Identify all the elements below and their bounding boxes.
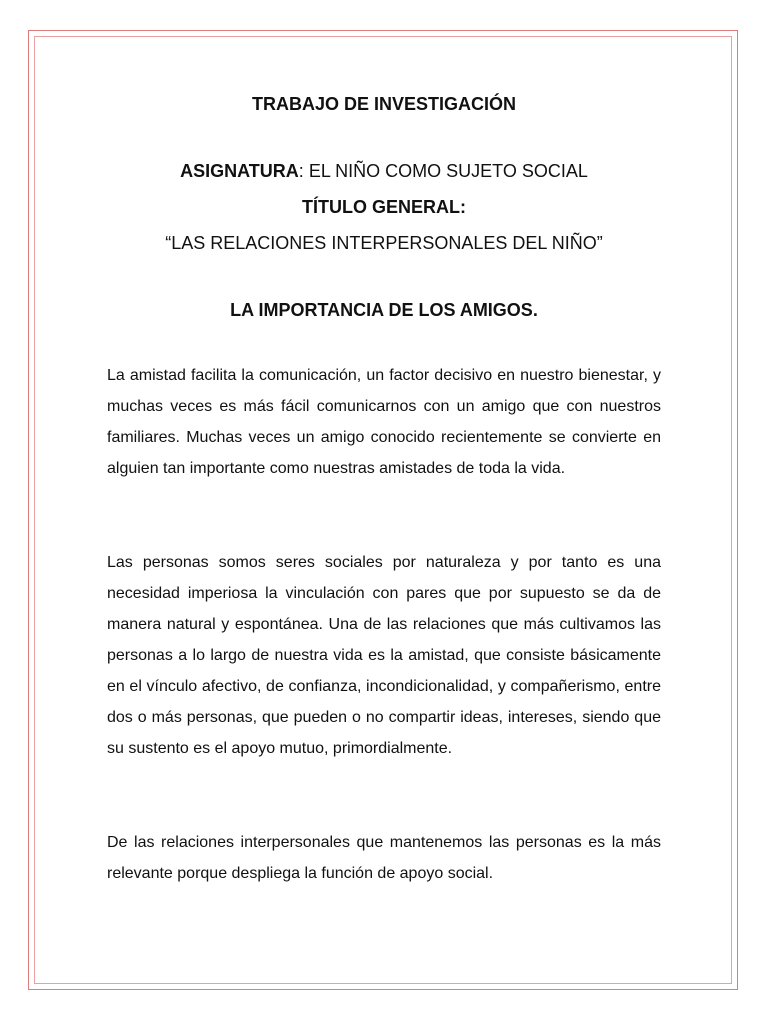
section-heading: LA IMPORTANCIA DE LOS AMIGOS. <box>230 300 538 320</box>
document-header-title: TRABAJO DE INVESTIGACIÓN <box>251 94 517 114</box>
subject-separator: : <box>298 161 309 181</box>
subject-value: EL NIÑO COMO SUJETO SOCIAL <box>308 161 588 181</box>
general-title-label: TÍTULO GENERAL: <box>302 197 466 217</box>
general-title-value: “LAS RELACIONES INTERPERSONALES DEL NIÑO” <box>165 233 603 253</box>
paragraph-3: De las relaciones interpersonales que mantenemos las personas es la más relevante porque despliega la función de apoyo social. <box>107 834 661 882</box>
paragraph-2: Las personas somos seres sociales por naturaleza y por tanto es una necesidad imperiosa la vinculación con pares que por supuesto se da de manera natural y espontánea. Una de las relaciones que más cultivamos las personas a lo largo de nuestra vida es la amistad, que consiste básicamente en el vínculo afectivo, de confianza, incondicionalidad, y compañerismo, entre dos o más personas, que pueden o no compartir ideas, intereses, siendo que su sustento es el apoyo mutuo, primordialmente. <box>107 554 661 757</box>
subject-line <box>107 160 661 182</box>
subject-label: ASIGNATURA <box>180 161 299 181</box>
paragraph-1: La amistad facilita la comunicación, un factor decisivo en nuestro bienestar, y muchas veces es más fácil comunicarnos con un amigo que con nuestros familiares. Muchas veces un amigo conocido recientemente se convierte en alguien tan importante como nuestras amistades de toda la vida. <box>107 367 661 477</box>
